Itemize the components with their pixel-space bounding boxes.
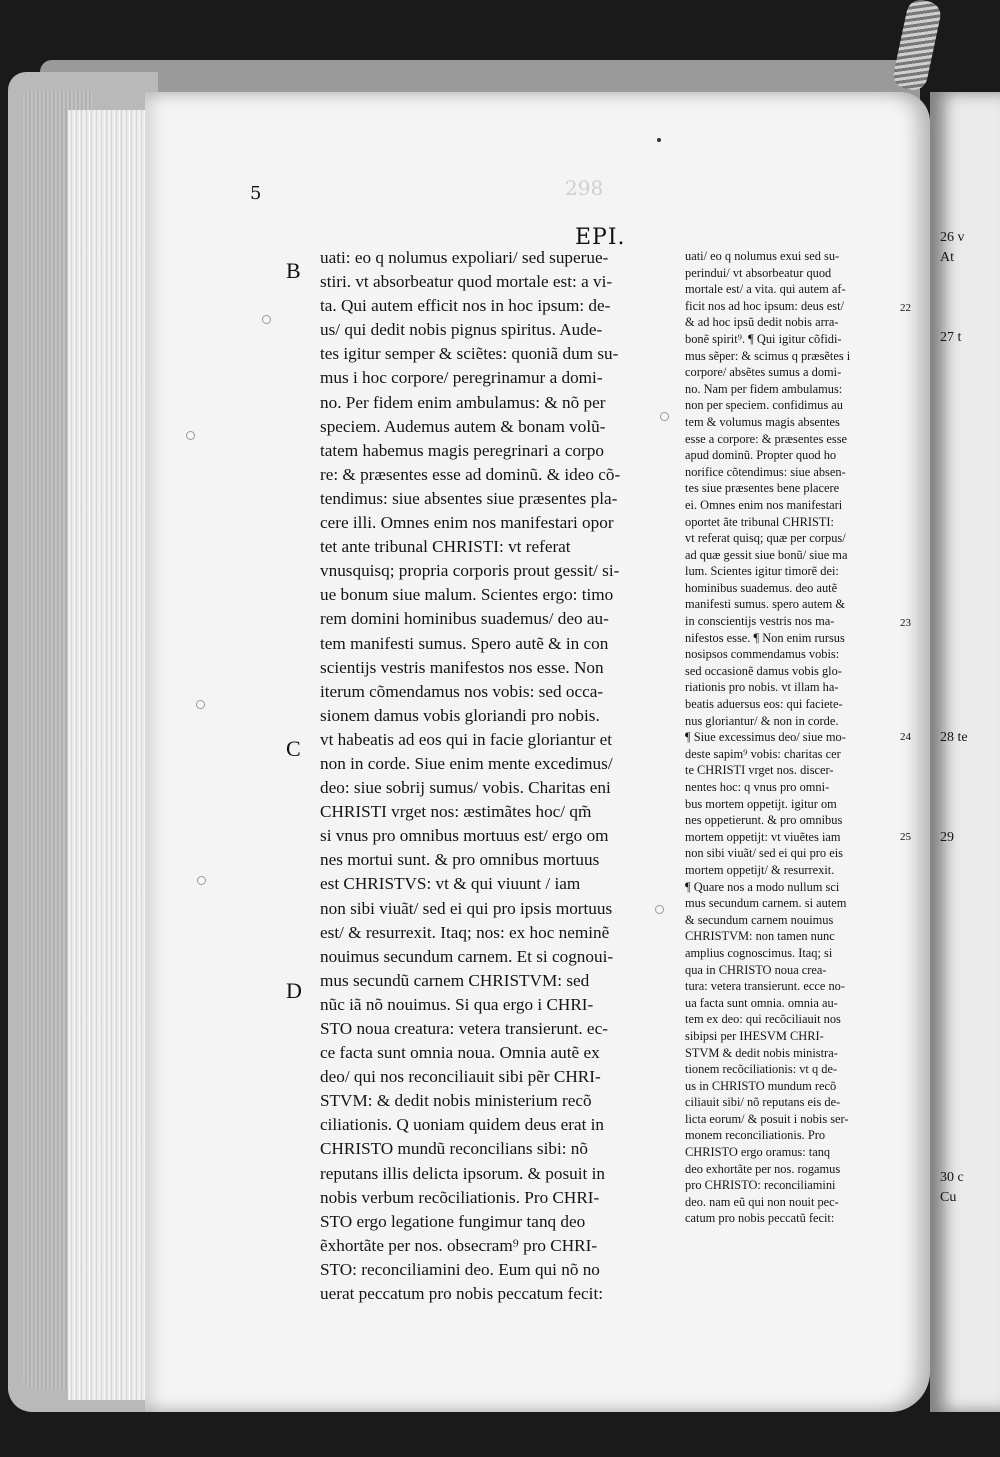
parallel-text-line: ¶ Siue excessimus deo/ siue mo- bbox=[685, 730, 846, 745]
parallel-text-line: CHRISTO ergo oramus: tanq bbox=[685, 1145, 831, 1160]
parallel-text-line: qua in CHRISTO noua crea- bbox=[685, 962, 827, 977]
parallel-text-line: corpore/ absẽtes sumus a domi- bbox=[685, 365, 842, 380]
parallel-text-line: tem & volumus magis absentes bbox=[685, 414, 840, 429]
facing-page-line: At bbox=[940, 250, 954, 265]
facing-page-line bbox=[940, 968, 1000, 988]
facing-page-line: 26 v bbox=[940, 230, 965, 245]
main-text-line: tet ante tribunal CHRISTI: vt referat bbox=[320, 537, 571, 557]
parallel-text-line: perindui/ vt absorbeatur quod bbox=[685, 265, 832, 280]
facing-page-line bbox=[940, 1028, 1000, 1048]
main-text-line: deo: siue sobrij sumus/ vobis. Charitas eni bbox=[320, 778, 611, 798]
main-text-line: rem domini hominibus suademus/ deo au- bbox=[320, 609, 609, 629]
parallel-text-line: oportet ãte tribunal CHRISTI: bbox=[685, 514, 835, 529]
facing-page-line bbox=[940, 628, 1000, 648]
facing-page-line: 29 bbox=[940, 830, 954, 845]
main-text-line: STO ergo legatione fungimur tanq deo bbox=[320, 1211, 586, 1231]
parallel-text-line: lum. Scientes igitur timorẽ dei: bbox=[685, 564, 839, 579]
parallel-text-line: mortale est/ a vita. qui autem af- bbox=[685, 282, 846, 297]
main-text-line: nes mortui sunt. & pro omnibus mortuus bbox=[320, 850, 600, 870]
parallel-text-line: ¶ Quare nos a modo nullum sci bbox=[685, 879, 840, 894]
main-text-line: est CHRISTVS: vt & qui viuunt / iam bbox=[320, 874, 581, 894]
main-text-line: deo/ qui nos reconciliauit sibi pẽr CHRI- bbox=[320, 1067, 601, 1087]
parallel-text-line: sed occasionẽ damus vobis glo- bbox=[685, 663, 842, 678]
facing-page-line: Cu bbox=[940, 1190, 957, 1205]
parallel-text-line: non per speciem. confidimus au bbox=[685, 398, 843, 413]
facing-page-line bbox=[940, 988, 1000, 1008]
parallel-text-line: amplius cognoscimus. Itaq; si bbox=[685, 945, 833, 960]
facing-page-line bbox=[940, 388, 1000, 408]
facing-page-line bbox=[940, 908, 1000, 928]
parallel-text-line: ad quæ gessit siue bonũ/ siue ma bbox=[685, 547, 848, 562]
facing-page-line bbox=[940, 268, 1000, 288]
main-text-line: tes igitur semper & sciẽtes: quoniã dum su- bbox=[320, 344, 619, 364]
facing-page-line bbox=[940, 428, 1000, 448]
main-text-line: ciliationis. Q uoniam quidem deus erat in bbox=[320, 1115, 605, 1135]
main-text-line: CHRISTO mundũ reconcilians sibi: nõ bbox=[320, 1139, 588, 1159]
main-text-line: tem manifesti sumus. Spero autẽ & in con bbox=[320, 633, 609, 653]
facing-page-line bbox=[940, 348, 1000, 368]
main-text-line: iterum cõmendamus nos vobis: sed occa- bbox=[320, 681, 604, 701]
main-text-line: reputans illis delicta ipsorum. & posuit in bbox=[320, 1163, 605, 1183]
main-text-line: mus i hoc corpore/ peregrinamur a domi- bbox=[320, 368, 603, 388]
facing-page-line bbox=[940, 768, 1000, 788]
parallel-text-line: norifice cõtendimus: siue absen- bbox=[685, 464, 846, 479]
main-text-line: tendimus: siue absentes siue præsentes pla- bbox=[320, 488, 618, 508]
ink-dot bbox=[657, 138, 661, 142]
facing-page-line bbox=[940, 708, 1000, 728]
verse-number: 25 bbox=[900, 831, 911, 843]
parallel-text-line: CHRISTVM: non tamen nunc bbox=[685, 929, 835, 944]
parallel-text-line: tem ex deo: qui recõciliauit nos bbox=[685, 1012, 841, 1027]
parallel-text-line: pro CHRISTO: reconciliamini bbox=[685, 1178, 836, 1193]
parallel-text-line: deo exhortãte per nos. rogamus bbox=[685, 1161, 841, 1176]
facing-page-line bbox=[940, 788, 1000, 808]
signature-mark: 5 bbox=[250, 183, 262, 204]
facing-page-line bbox=[940, 1088, 1000, 1108]
main-text-column bbox=[320, 246, 665, 1306]
parallel-text-line: tionem recõciliationis: vt q de- bbox=[685, 1062, 838, 1077]
facing-page-line bbox=[940, 1048, 1000, 1068]
facing-page-line bbox=[940, 528, 1000, 548]
parallel-text-line: te CHRISTI vrget nos. discer- bbox=[685, 763, 834, 778]
main-text-line: vt habeatis ad eos qui in facie gloriantur et bbox=[320, 729, 613, 749]
section-letter-c: C bbox=[286, 736, 301, 761]
parallel-text-line: non sibi viuãt/ sed ei qui pro eis bbox=[685, 846, 843, 861]
parallel-text-line: deste sapim⁹ vobis: charitas cer bbox=[685, 746, 841, 761]
parallel-text-line: nifestos esse. ¶ Non enim rursus bbox=[685, 630, 845, 645]
page-hole bbox=[196, 700, 205, 709]
verse-number: 22 bbox=[900, 302, 911, 314]
page-hole bbox=[186, 431, 195, 440]
main-text-line: nouimus secundum carnem. Et si cognoui- bbox=[320, 946, 614, 966]
parallel-text-line: deo. nam eũ qui non nouit pec- bbox=[685, 1194, 839, 1209]
main-text-line: STO: reconciliamini deo. Eum qui nõ no bbox=[320, 1259, 600, 1279]
facing-page-line bbox=[940, 1108, 1000, 1128]
facing-page-line bbox=[940, 408, 1000, 428]
parallel-text-line: riationis pro nobis. vt illam ha- bbox=[685, 680, 839, 695]
parallel-text-line: us in CHRISTO mundum recõ bbox=[685, 1078, 837, 1093]
parallel-text-line: ciliauit sibi/ nõ reputans eis de- bbox=[685, 1095, 841, 1110]
facing-page-line bbox=[940, 688, 1000, 708]
facing-page-line bbox=[940, 1128, 1000, 1148]
main-text-line: re: & præsentes esse ad dominũ. & ideo cõ- bbox=[320, 464, 621, 484]
main-text-line: STVM: & dedit nobis ministerium recõ bbox=[320, 1091, 592, 1111]
facing-page-line bbox=[940, 948, 1000, 968]
facing-page-line bbox=[940, 1068, 1000, 1088]
parallel-text-line: monem reconciliationis. Pro bbox=[685, 1128, 826, 1143]
facing-page-line bbox=[940, 468, 1000, 488]
parallel-text-line: nentes hoc: q vnus pro omni- bbox=[685, 780, 830, 794]
parallel-text-line: sibipsi per IHESVM CHRI- bbox=[685, 1028, 824, 1043]
page-stack-edges bbox=[68, 110, 148, 1400]
facing-page-line bbox=[940, 448, 1000, 468]
parallel-text-line: apud dominũ. Propter quod ho bbox=[685, 448, 837, 463]
parallel-text-line: nosipsos commendamus vobis: bbox=[685, 647, 840, 662]
parallel-text-line: beatis aduersus eos: qui faciete- bbox=[685, 697, 843, 712]
main-text-line: speciem. Audemus autem & bonam volũ- bbox=[320, 416, 606, 436]
parallel-text-line: bus mortem oppetijt. igitur om bbox=[685, 796, 837, 811]
facing-page-line bbox=[940, 1148, 1000, 1168]
parallel-text-line: manifesti sumus. spero autem & bbox=[685, 597, 846, 612]
facing-page-line bbox=[940, 568, 1000, 588]
facing-page-line bbox=[940, 888, 1000, 908]
facing-page-line bbox=[940, 748, 1000, 768]
parallel-text-line: ua facta sunt omnia. omnia au- bbox=[685, 995, 838, 1010]
parallel-text-line: ei. Omnes enim nos manifestari bbox=[685, 497, 843, 512]
main-text-line: CHRISTI vrget nos: æstimãtes hoc/ qm̃ bbox=[320, 802, 592, 822]
main-text-line: ta. Qui autem efficit nos in hoc ipsum: de- bbox=[320, 296, 611, 316]
facing-page-line bbox=[940, 588, 1000, 608]
parallel-text-line: nus gloriantur/ & non in corde. bbox=[685, 713, 839, 728]
facing-page-line: 28 te bbox=[940, 730, 968, 745]
main-text-line: stiri. vt absorbeatur quod mortale est: a vi- bbox=[320, 272, 613, 292]
main-text-line: mus secundũ carnem CHRISTVM: sed bbox=[320, 970, 590, 990]
facing-page-line bbox=[940, 288, 1000, 308]
main-text-line: ẽxhortãte per nos. obsecram⁹ pro CHRI- bbox=[320, 1235, 598, 1255]
facing-page-line bbox=[940, 868, 1000, 888]
facing-page-line bbox=[940, 548, 1000, 568]
show-through-folio: 298 bbox=[565, 176, 604, 200]
section-letter-d: D bbox=[286, 978, 302, 1003]
facing-page-line bbox=[940, 648, 1000, 668]
running-header: EPI. bbox=[575, 225, 626, 250]
main-text-line: nũc iã nõ nouimus. Si qua ergo i CHRI- bbox=[320, 994, 594, 1014]
facing-page-line bbox=[940, 368, 1000, 388]
parallel-text-line: mus sẽper: & scimus q præsẽtes i bbox=[685, 348, 851, 363]
main-text-line: non in corde. Siue enim mente excedimus/ bbox=[320, 753, 613, 773]
main-text-line: cere illi. Omnes enim nos manifestari opor bbox=[320, 513, 614, 533]
facing-page-line bbox=[940, 508, 1000, 528]
facing-page-line bbox=[940, 308, 1000, 328]
main-text-line: ce facta sunt omnia noua. Omnia autẽ ex bbox=[320, 1043, 600, 1063]
parallel-text-line: tura: vetera transierunt. ecce no- bbox=[685, 979, 845, 994]
main-text-line: us/ qui dedit nobis pignus spiritus. Aude- bbox=[320, 320, 603, 340]
main-text-line: ue bonum siue malum. Scientes ergo: timo bbox=[320, 585, 614, 605]
main-text-line: est/ & resurrexit. Itaq; nos: ex hoc neminẽ bbox=[320, 922, 610, 942]
facing-page-text bbox=[940, 228, 1000, 1208]
facing-page-line bbox=[940, 608, 1000, 628]
main-text-line: uati: eo q nolumus expoliari/ sed superue- bbox=[320, 248, 609, 267]
parallel-text-line: & ad hoc ipsũ dedit nobis arra- bbox=[685, 315, 839, 330]
main-text-line: nobis verbum recõciliationis. Pro CHRI- bbox=[320, 1187, 600, 1207]
verse-number: 24 bbox=[900, 731, 911, 743]
facing-page-line bbox=[940, 668, 1000, 688]
page-hole bbox=[262, 315, 271, 324]
parallel-text-line: licta eorum/ & posuit i nobis ser- bbox=[685, 1111, 849, 1126]
parallel-text-line: hominibus suademus. deo autẽ bbox=[685, 580, 838, 595]
main-text-line: vnusquisq; propria corporis prout gessit/ si- bbox=[320, 561, 620, 581]
main-text-line: tatem habemus magis peregrinari a corpo bbox=[320, 440, 604, 460]
facing-page-line: 27 t bbox=[940, 330, 962, 345]
parallel-text-line: ficit nos ad hoc ipsum: deus est/ bbox=[685, 298, 844, 313]
parallel-text-line: tes siue præsentes bene placere bbox=[685, 481, 840, 496]
section-letter-b: B bbox=[286, 258, 301, 283]
parallel-text-line: bonẽ spirit⁹. ¶ Qui igitur cõfidi- bbox=[685, 331, 842, 346]
parallel-text-line: in conscientijs vestris nos ma- bbox=[685, 614, 835, 629]
parallel-text-line: & secundum carnem nouimus bbox=[685, 912, 834, 927]
parallel-text-line: uati/ eo q nolumus exui sed su- bbox=[685, 249, 840, 263]
facing-page-line bbox=[940, 928, 1000, 948]
facing-page-line bbox=[940, 1008, 1000, 1028]
facing-page-line bbox=[940, 488, 1000, 508]
main-text-line: STO noua creatura: vetera transierunt. ec- bbox=[320, 1019, 608, 1038]
main-text-line: sionem damus vobis gloriandi pro nobis. bbox=[320, 705, 600, 725]
main-text-line: si vnus pro omnibus mortuus est/ ergo om bbox=[320, 826, 609, 846]
parallel-text-line: catum pro nobis peccatũ fecit: bbox=[685, 1211, 835, 1226]
main-text-line: no. Per fidem enim ambulamus: & nõ per bbox=[320, 392, 606, 412]
parallel-text-line: nes oppetierunt. & pro omnibus bbox=[685, 813, 843, 828]
main-text-line: uerat peccatum pro nobis peccatum fecit: bbox=[320, 1284, 603, 1304]
parallel-text-line: mus secundum carnem. si autem bbox=[685, 896, 847, 911]
parallel-text-line: no. Nam per fidem ambulamus: bbox=[685, 381, 843, 396]
main-text-line: scientijs vestris manifestos nos esse. Non bbox=[320, 657, 604, 677]
parallel-text-line: mortem oppetijt: vt viuẽtes iam bbox=[685, 829, 841, 844]
parallel-text-line: vt referat quisq; quæ per corpus/ bbox=[685, 531, 846, 546]
parallel-text-column bbox=[685, 248, 910, 1227]
facing-page-line bbox=[940, 848, 1000, 868]
verse-number: 23 bbox=[900, 617, 911, 629]
page-hole bbox=[197, 876, 206, 885]
parallel-text-line: esse a corpore: & præsentes esse bbox=[685, 431, 848, 446]
main-text-line: non sibi viuãt/ sed ei qui pro ipsis mortuus bbox=[320, 898, 613, 918]
facing-page-line: 30 c bbox=[940, 1170, 964, 1185]
parallel-text-line: mortem oppetijt/ & resurrexit. bbox=[685, 862, 835, 877]
facing-page-line bbox=[940, 808, 1000, 828]
parallel-text-line: STVM & dedit nobis ministra- bbox=[685, 1045, 838, 1060]
